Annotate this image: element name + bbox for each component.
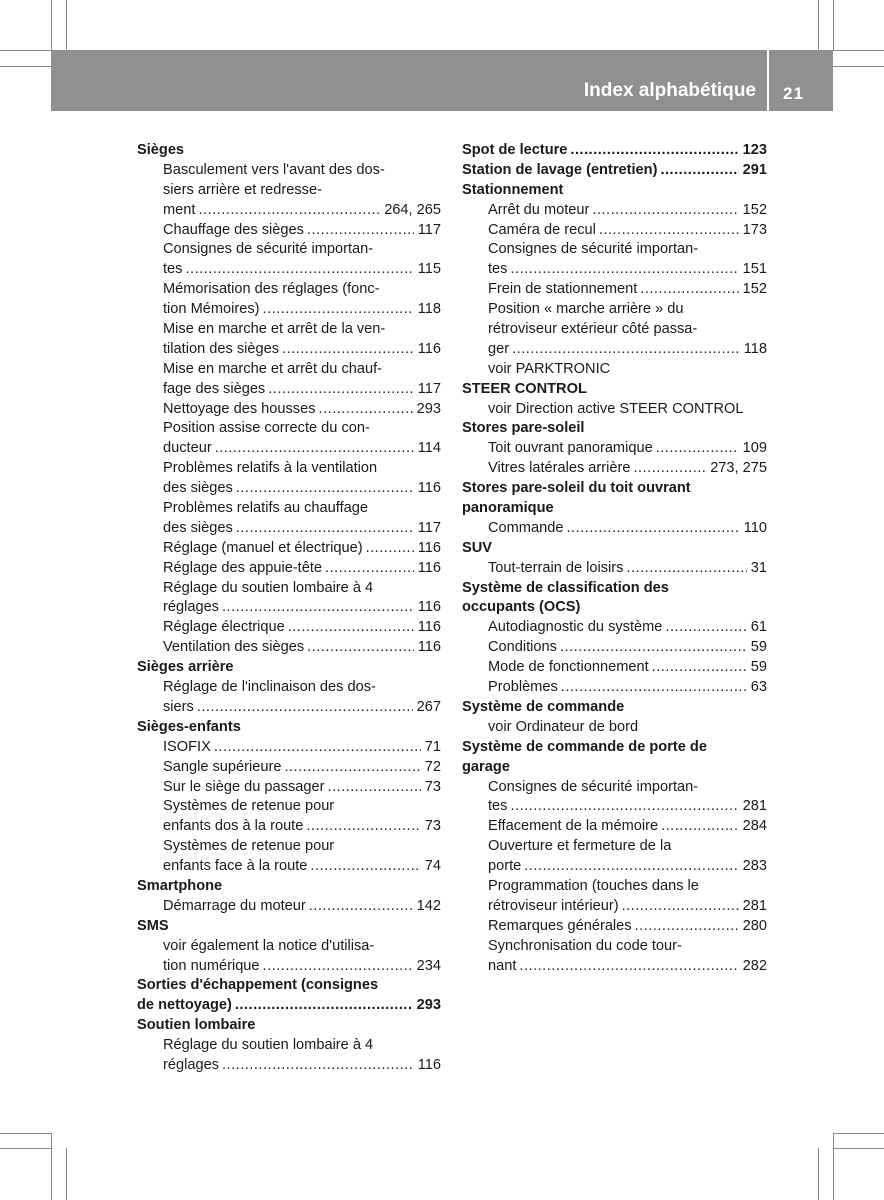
page-reference: 234 [416,957,441,974]
entry-text: voir Direction active STEER CONTROL [488,400,744,417]
entry-text: Ventilation des sièges [163,639,305,656]
dot-leader [510,260,738,280]
entry-text: Consignes de sécurité importan- [488,241,699,258]
page-reference: 63 [750,679,767,696]
index-entry [462,320,767,340]
entry-text: Sur le siège du passager [163,778,325,795]
page-reference: 116 [417,539,441,556]
page-reference: 173 [742,221,767,238]
entry-text: tion numérique [163,957,260,974]
index-heading [462,598,767,618]
entry-text: Effacement de la mémoire [488,818,659,835]
entry-text: enfants dos à la route [163,818,304,835]
entry-text: Problèmes [488,679,558,696]
entry-text: Basculement vers l'avant des dos- [163,161,385,178]
entry-text: rétroviseur extérieur côté passa- [488,321,698,338]
index-entry [462,559,767,579]
index-entry [137,957,441,977]
entry-text: rétroviseur intérieur) [488,897,619,914]
page-number: 21 [783,84,804,103]
index-entry [137,161,441,181]
entry-text: Sorties d'échappement (consignes [137,977,379,994]
index-entry [137,320,441,340]
index-heading [137,976,441,996]
index-entry [462,837,767,857]
dot-leader [633,459,706,479]
page-reference: 293 [416,400,441,417]
crop-mark [833,1133,884,1134]
index-entry [462,797,767,817]
entry-text: voir Ordinateur de bord [488,718,639,735]
page-reference: 281 [742,897,767,914]
entry-text: voir PARKTRONIC [488,360,611,377]
index-entry [462,658,767,678]
index-entry [137,857,441,877]
page-reference: 116 [417,599,441,616]
dot-leader [652,658,747,678]
entry-text: réglages [163,599,219,616]
entry-text: enfants face à la route [163,858,308,875]
page-reference: 116 [417,480,441,497]
dot-leader [263,300,414,320]
index-column-left [137,141,441,1076]
page-reference: 281 [742,798,767,815]
page-reference: 118 [743,340,767,357]
dot-leader [235,996,413,1016]
index-entry [462,877,767,897]
crop-mark [833,50,884,51]
entry-text: garage [462,758,510,775]
entry-text: fage des sièges [163,380,266,397]
index-heading [462,738,767,758]
entry-text: SMS [137,917,169,934]
dot-leader [510,797,738,817]
dot-leader [665,618,746,638]
index-entry [137,201,441,221]
page-reference: 284 [742,818,767,835]
index-heading [462,380,767,400]
entry-text: Nettoyage des housses [163,400,316,417]
entry-text: de nettoyage) [137,997,232,1014]
dot-leader [622,897,739,917]
index-heading [137,141,441,161]
index-entry [137,678,441,698]
entry-text: Système de classification des [462,579,669,596]
index-entry [137,221,441,241]
index-heading [137,1016,441,1036]
dot-leader [656,439,739,459]
crop-mark [818,1148,819,1200]
index-entry [137,479,441,499]
page-reference: 59 [750,639,767,656]
page-reference: 115 [417,261,441,278]
page-reference: 116 [417,559,441,576]
entry-text: Consignes de sécurité importan- [488,778,699,795]
crop-mark [833,1148,884,1149]
index-entry [137,340,441,360]
index-heading [462,141,767,161]
entry-text: des sièges [163,519,233,536]
entry-text: Mode de fonctionnement [488,659,649,676]
entry-text: Systèmes de retenue pour [163,838,335,855]
crop-mark [66,1148,67,1200]
entry-text: Réglage (manuel et électrique) [163,539,363,556]
header-divider [767,50,769,111]
entry-text: Stationnement [462,181,564,198]
entry-text: Caméra de recul [488,221,596,238]
page-reference: 116 [417,1056,441,1073]
index-entry [462,400,767,420]
entry-text: Toit ouvrant panoramique [488,440,653,457]
entry-text: Sièges-enfants [137,718,241,735]
entry-text: Arrêt du moteur [488,201,590,218]
dot-leader [309,897,413,917]
dot-leader [327,778,420,798]
dot-leader [626,559,746,579]
crop-mark [833,66,884,67]
page-reference: 59 [750,659,767,676]
entry-text: Réglage électrique [163,619,285,636]
entry-text: Consignes de sécurité importan- [163,241,374,258]
index-heading [462,419,767,439]
index-entry [462,439,767,459]
index-heading [137,917,441,937]
entry-text: tes [488,798,508,815]
index-entry [137,1056,441,1076]
index-heading [462,579,767,599]
page-reference: 72 [424,758,441,775]
entry-text: tion Mémoires) [163,301,260,318]
entry-text: porte [488,858,522,875]
index-entry [462,857,767,877]
entry-text: Sièges arrière [137,659,234,676]
index-entry [137,638,441,658]
crop-mark [66,0,67,50]
entry-text: occupants (OCS) [462,599,581,616]
entry-text: Ouverture et fermeture de la [488,838,672,855]
entry-text: Démarrage du moteur [163,897,306,914]
index-entry [137,897,441,917]
crop-mark [818,0,819,50]
index-entry [137,817,441,837]
index-entry [137,519,441,539]
index-heading [462,499,767,519]
page-reference: 118 [417,301,441,318]
entry-text: Synchronisation du code tour- [488,937,682,954]
crop-mark [0,1133,51,1134]
dot-leader [570,141,738,161]
dot-leader [307,221,414,241]
dot-leader [214,738,421,758]
index-entry [462,459,767,479]
index-entry [137,181,441,201]
entry-text: voir également la notice d'utilisa- [163,937,375,954]
page-reference: 282 [742,957,767,974]
dot-leader [524,857,738,877]
dot-leader [635,917,739,937]
index-entry [462,917,767,937]
entry-text: Programmation (touches dans le [488,877,699,894]
page-reference: 116 [417,619,441,636]
crop-mark [0,66,51,67]
entry-text: Chauffage des sièges [163,221,304,238]
index-entry [137,937,441,957]
dot-leader [512,340,740,360]
entry-text: Soutien lombaire [137,1017,256,1034]
entry-text: des sièges [163,480,233,497]
entry-text: Stores pare-soleil du toit ouvrant [462,480,691,497]
dot-leader [268,380,414,400]
index-entry [462,280,767,300]
index-entry [137,400,441,420]
index-entry [137,499,441,519]
entry-text: Réglage du soutien lombaire à 4 [163,579,374,596]
crop-mark [833,0,834,50]
index-entry [137,778,441,798]
dot-leader [236,479,414,499]
page-reference: 117 [417,519,441,536]
index-heading [462,758,767,778]
dot-leader [519,957,738,977]
index-entry [137,240,441,260]
dot-leader [599,221,739,241]
page-reference: 283 [742,858,767,875]
entry-text: Spot de lecture [462,142,568,158]
page-reference: 291 [742,161,767,178]
dot-leader [306,817,420,837]
entry-text: Sièges [137,142,185,158]
entry-text: tes [163,261,183,278]
page-reference: 117 [417,221,441,238]
entry-text: Systèmes de retenue pour [163,798,335,815]
entry-text: Commande [488,519,564,536]
dot-leader [366,539,414,559]
dot-leader [660,161,738,181]
crop-mark [0,1148,51,1149]
dot-leader [561,678,747,698]
entry-text: Conditions [488,639,557,656]
entry-text: Problèmes relatifs à la ventilation [163,460,378,477]
page-reference: 110 [743,519,767,536]
entry-text: SUV [462,539,493,556]
index-heading [137,877,441,897]
dot-leader [640,280,738,300]
index-entry [137,758,441,778]
index-heading [462,181,767,201]
index-entry [462,957,767,977]
dot-leader [310,857,420,877]
page-reference: 109 [742,440,767,457]
index-entry [137,300,441,320]
index-entry [462,618,767,638]
entry-text: tes [488,261,508,278]
index-entry [462,201,767,221]
dot-leader [325,559,414,579]
entry-text: Autodiagnostic du système [488,619,663,636]
entry-text: ducteur [163,440,212,457]
dot-leader [319,400,413,420]
index-entry [137,439,441,459]
index-entry [137,360,441,380]
dot-leader [263,957,413,977]
entry-text: siers [163,698,194,715]
dot-leader [566,519,739,539]
page-reference: 267 [416,698,441,715]
index-entry [137,380,441,400]
dot-leader [288,618,414,638]
index-entry [462,678,767,698]
index-entry [137,618,441,638]
index-heading [462,698,767,718]
index-entry [462,937,767,957]
crop-mark [833,1133,834,1200]
index-entry [462,260,767,280]
page-reference: 264, 265 [384,201,441,218]
crop-mark [0,50,51,51]
index-entry [462,300,767,320]
index-entry [462,778,767,798]
page-reference: 117 [417,380,441,397]
index-heading [462,539,767,559]
entry-text: siers arrière et redresse- [163,181,322,198]
entry-text: Remarques générales [488,917,632,934]
entry-text: Problèmes relatifs au chauffage [163,500,368,517]
dot-leader [307,638,414,658]
entry-text: Système de commande de porte de [462,738,707,755]
index-entry [137,698,441,718]
entry-text: ISOFIX [163,738,211,755]
page-reference: 280 [742,917,767,934]
dot-leader [222,1056,414,1076]
dot-leader [284,758,420,778]
entry-text: Réglage du soutien lombaire à 4 [163,1037,374,1054]
entry-text: Stores pare-soleil [462,420,585,437]
entry-text: Réglage des appuie-tête [163,559,323,576]
page-reference: 73 [424,778,441,795]
section-title: Index alphabétique [583,80,756,101]
entry-text: Position « marche arrière » du [488,301,684,318]
entry-text: Station de lavage (entretien) [462,161,658,178]
page-reference: 152 [742,201,767,218]
dot-leader [198,201,380,221]
index-heading [462,479,767,499]
entry-text: Vitres latérales arrière [488,460,631,477]
index-entry [137,598,441,618]
dot-leader [185,260,413,280]
dot-leader [661,817,739,837]
entry-text: Frein de stationnement [488,281,638,298]
dot-leader [222,598,414,618]
index-heading [137,718,441,738]
entry-text: nant [488,957,517,974]
page-reference: 73 [424,818,441,835]
page-reference: 61 [750,619,767,636]
index-entry [462,718,767,738]
entry-text: Mise en marche et arrêt du chauf- [163,360,383,377]
index-column-right [462,141,767,976]
index-entry [462,240,767,260]
entry-text: panoramique [462,500,554,517]
entry-text: Sangle supérieure [163,758,282,775]
entry-text: tilation des sièges [163,340,280,357]
entry-text: Tout-terrain de loisirs [488,559,624,576]
index-entry [462,340,767,360]
index-entry [462,638,767,658]
index-entry [462,897,767,917]
index-entry [137,260,441,280]
page-reference: 74 [424,858,441,875]
entry-text: Mémorisation des réglages (fonc- [163,281,380,298]
page-reference: 151 [742,261,767,278]
page-reference: 116 [417,639,441,656]
entry-text: Position assise correcte du con- [163,420,370,437]
entry-text: Système de commande [462,698,625,715]
page-reference: 123 [742,142,767,158]
dot-leader [282,340,414,360]
index-entry [137,1036,441,1056]
index-heading [462,161,767,181]
index-entry [137,797,441,817]
page-reference: 31 [750,559,767,576]
dot-leader [197,698,413,718]
dot-leader [592,201,738,221]
index-entry [137,539,441,559]
page-reference: 273, 275 [710,460,767,477]
index-entry [137,559,441,579]
crop-mark [51,1133,52,1200]
index-entry [137,579,441,599]
page-reference: 293 [416,997,441,1014]
entry-text: STEER CONTROL [462,380,587,397]
dot-leader [236,519,414,539]
entry-text: ment [163,201,196,218]
index-entry [137,738,441,758]
index-entry [462,221,767,241]
index-entry [137,280,441,300]
index-heading [137,658,441,678]
index-entry [462,360,767,380]
page-reference: 116 [417,340,441,357]
index-entry [137,459,441,479]
entry-text: Mise en marche et arrêt de la ven- [163,321,386,338]
dot-leader [215,439,414,459]
page-reference: 71 [424,738,441,755]
index-entry [137,419,441,439]
entry-text: ger [488,340,510,357]
dot-leader [560,638,747,658]
entry-text: Réglage de l'inclinaison des dos- [163,679,376,696]
index-entry [137,837,441,857]
crop-mark [51,0,52,50]
page-reference: 114 [417,440,441,457]
index-entry [462,519,767,539]
index-entry [462,817,767,837]
page-reference: 152 [742,281,767,298]
index-heading [137,996,441,1016]
entry-text: réglages [163,1056,219,1073]
page-reference: 142 [416,897,441,914]
header-band [51,50,833,111]
entry-text: Smartphone [137,877,223,894]
